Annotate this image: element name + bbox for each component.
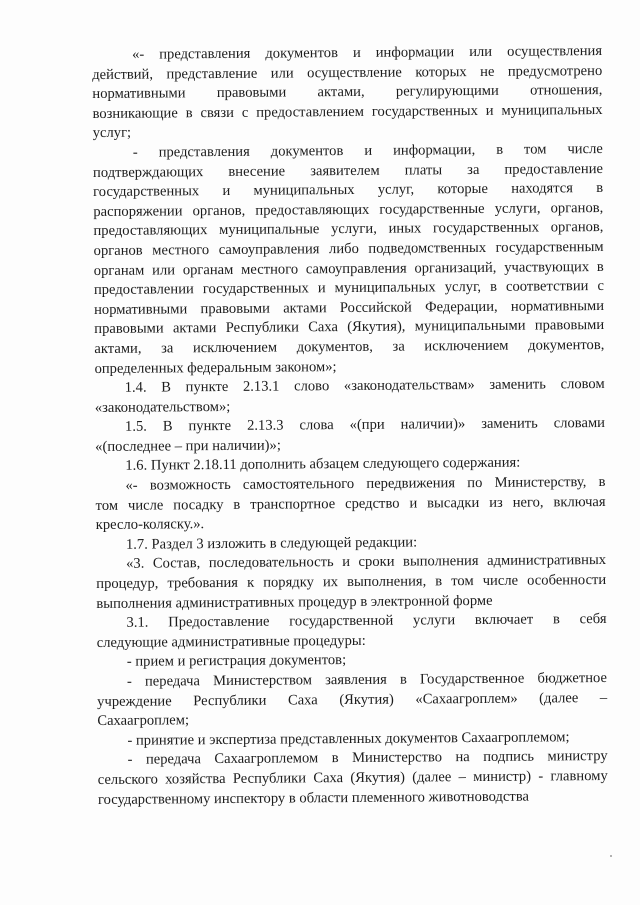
text-line: органов местного самоуправления либо подведомственных государственным <box>93 238 604 259</box>
paragraph-proc-transfer <box>97 669 607 732</box>
paragraph-quote-documents-info <box>92 42 603 144</box>
paragraph-quote-mobility <box>95 473 605 536</box>
text-line: 1.6. Пункт 2.18.11 дополнить абзацем следующего содержания: <box>125 455 521 475</box>
text-line: 3.1. Предоставление государственной услуги включает в себя <box>126 611 607 631</box>
text-line: государственному инспектору в области племенного животноводства <box>97 788 530 808</box>
paragraph-item-3-1 <box>96 610 606 653</box>
text-line: «(последнее – при наличии)»; <box>95 437 281 455</box>
scan-speck <box>610 855 612 857</box>
text-line: - передача Сахаагроплемом в Министерство на подпись министру <box>127 748 608 769</box>
text-line: Сахаагроплем; <box>97 712 190 730</box>
text-line: нормативными правовыми актами, регулирующими отношения, <box>92 82 603 103</box>
text-line: том числе посадку в транспортное средство и высадки из него, включая <box>95 493 606 514</box>
text-line: возникающие в связи с предоставлением государственных и муниципальных <box>92 101 603 122</box>
text-line: правовыми актами Республики Саха (Якутия), муниципальными правовыми <box>94 317 605 338</box>
document-body <box>92 42 608 810</box>
text-line: услуг; <box>92 125 132 142</box>
text-line: 1.7. Раздел 3 изложить в следующей редакции: <box>125 534 418 553</box>
text-line: действий, представление или осуществление которых не предусмотрено <box>92 62 603 83</box>
text-line: выполнения административных процедур в электронной форме <box>96 592 493 612</box>
text-line: учреждение Республики Саха (Якутия) «Сахаагроплем» (далее – <box>97 689 608 710</box>
text-line: - прием и регистрация документов; <box>126 652 347 671</box>
text-line: органам или органам местного самоуправления организаций, участвующих в <box>93 258 604 279</box>
text-line: следующие административные процедуры: <box>96 632 366 651</box>
text-line: «3. Состав, последовательность и сроки выполнения административных <box>126 552 607 573</box>
text-line: нормативными правовыми актами Российской Федерации, нормативными <box>94 297 605 318</box>
text-line: распоряжении органов, предоставляющих государственные услуги, органов, <box>93 199 604 220</box>
paragraph-section-3-heading <box>96 551 606 614</box>
text-line: предоставлении государственных и муниципальных услуг, в соответствии с <box>93 278 604 299</box>
text-line: определенных федеральным законом»; <box>94 358 337 377</box>
paragraph-item-documents-fee <box>93 140 605 379</box>
text-line: предоставляющих муниципальные услуги, иных государственных органов, <box>93 219 604 240</box>
text-line: «- представления документов и информации или осуществления <box>132 42 603 63</box>
text-line: государственных и муниципальных услуг, которые находятся в <box>93 180 604 201</box>
text-line: «законодательством»; <box>94 398 231 416</box>
text-line: кресло-коляску.». <box>95 516 205 534</box>
text-line: «- возможность самостоятельного передвижения по Министерству, в <box>125 474 606 494</box>
text-line: сельского хозяйства Республики Саха (Якутия) (далее – министр) - главному <box>97 767 608 788</box>
text-line: процедур, требования к порядку их выполнения, в том числе особенности <box>96 572 607 593</box>
text-line: - принятие и экспертиза представленных документов Сахаагроплемом; <box>127 729 570 749</box>
text-line: 1.4. В пункте 2.13.1 слово «законодательствам» заменить словом <box>124 376 605 396</box>
text-line: - передача Министерством заявления в Государственное бюджетное <box>126 669 608 690</box>
text-line: подтверждающих внесение заявителем платы за предоставление <box>92 160 604 181</box>
paragraph-item-1-5 <box>95 414 605 457</box>
text-line: 1.5. В пункте 2.13.3 слова «(при наличии)» заменить словами <box>124 415 606 436</box>
text-line: актами, за исключением документов, за исключением документов, <box>94 336 605 357</box>
text-line: - представления документов и информации, в том числе <box>132 140 603 161</box>
paragraph-item-1-4 <box>95 375 605 418</box>
paragraph-proc-signature <box>98 747 608 810</box>
